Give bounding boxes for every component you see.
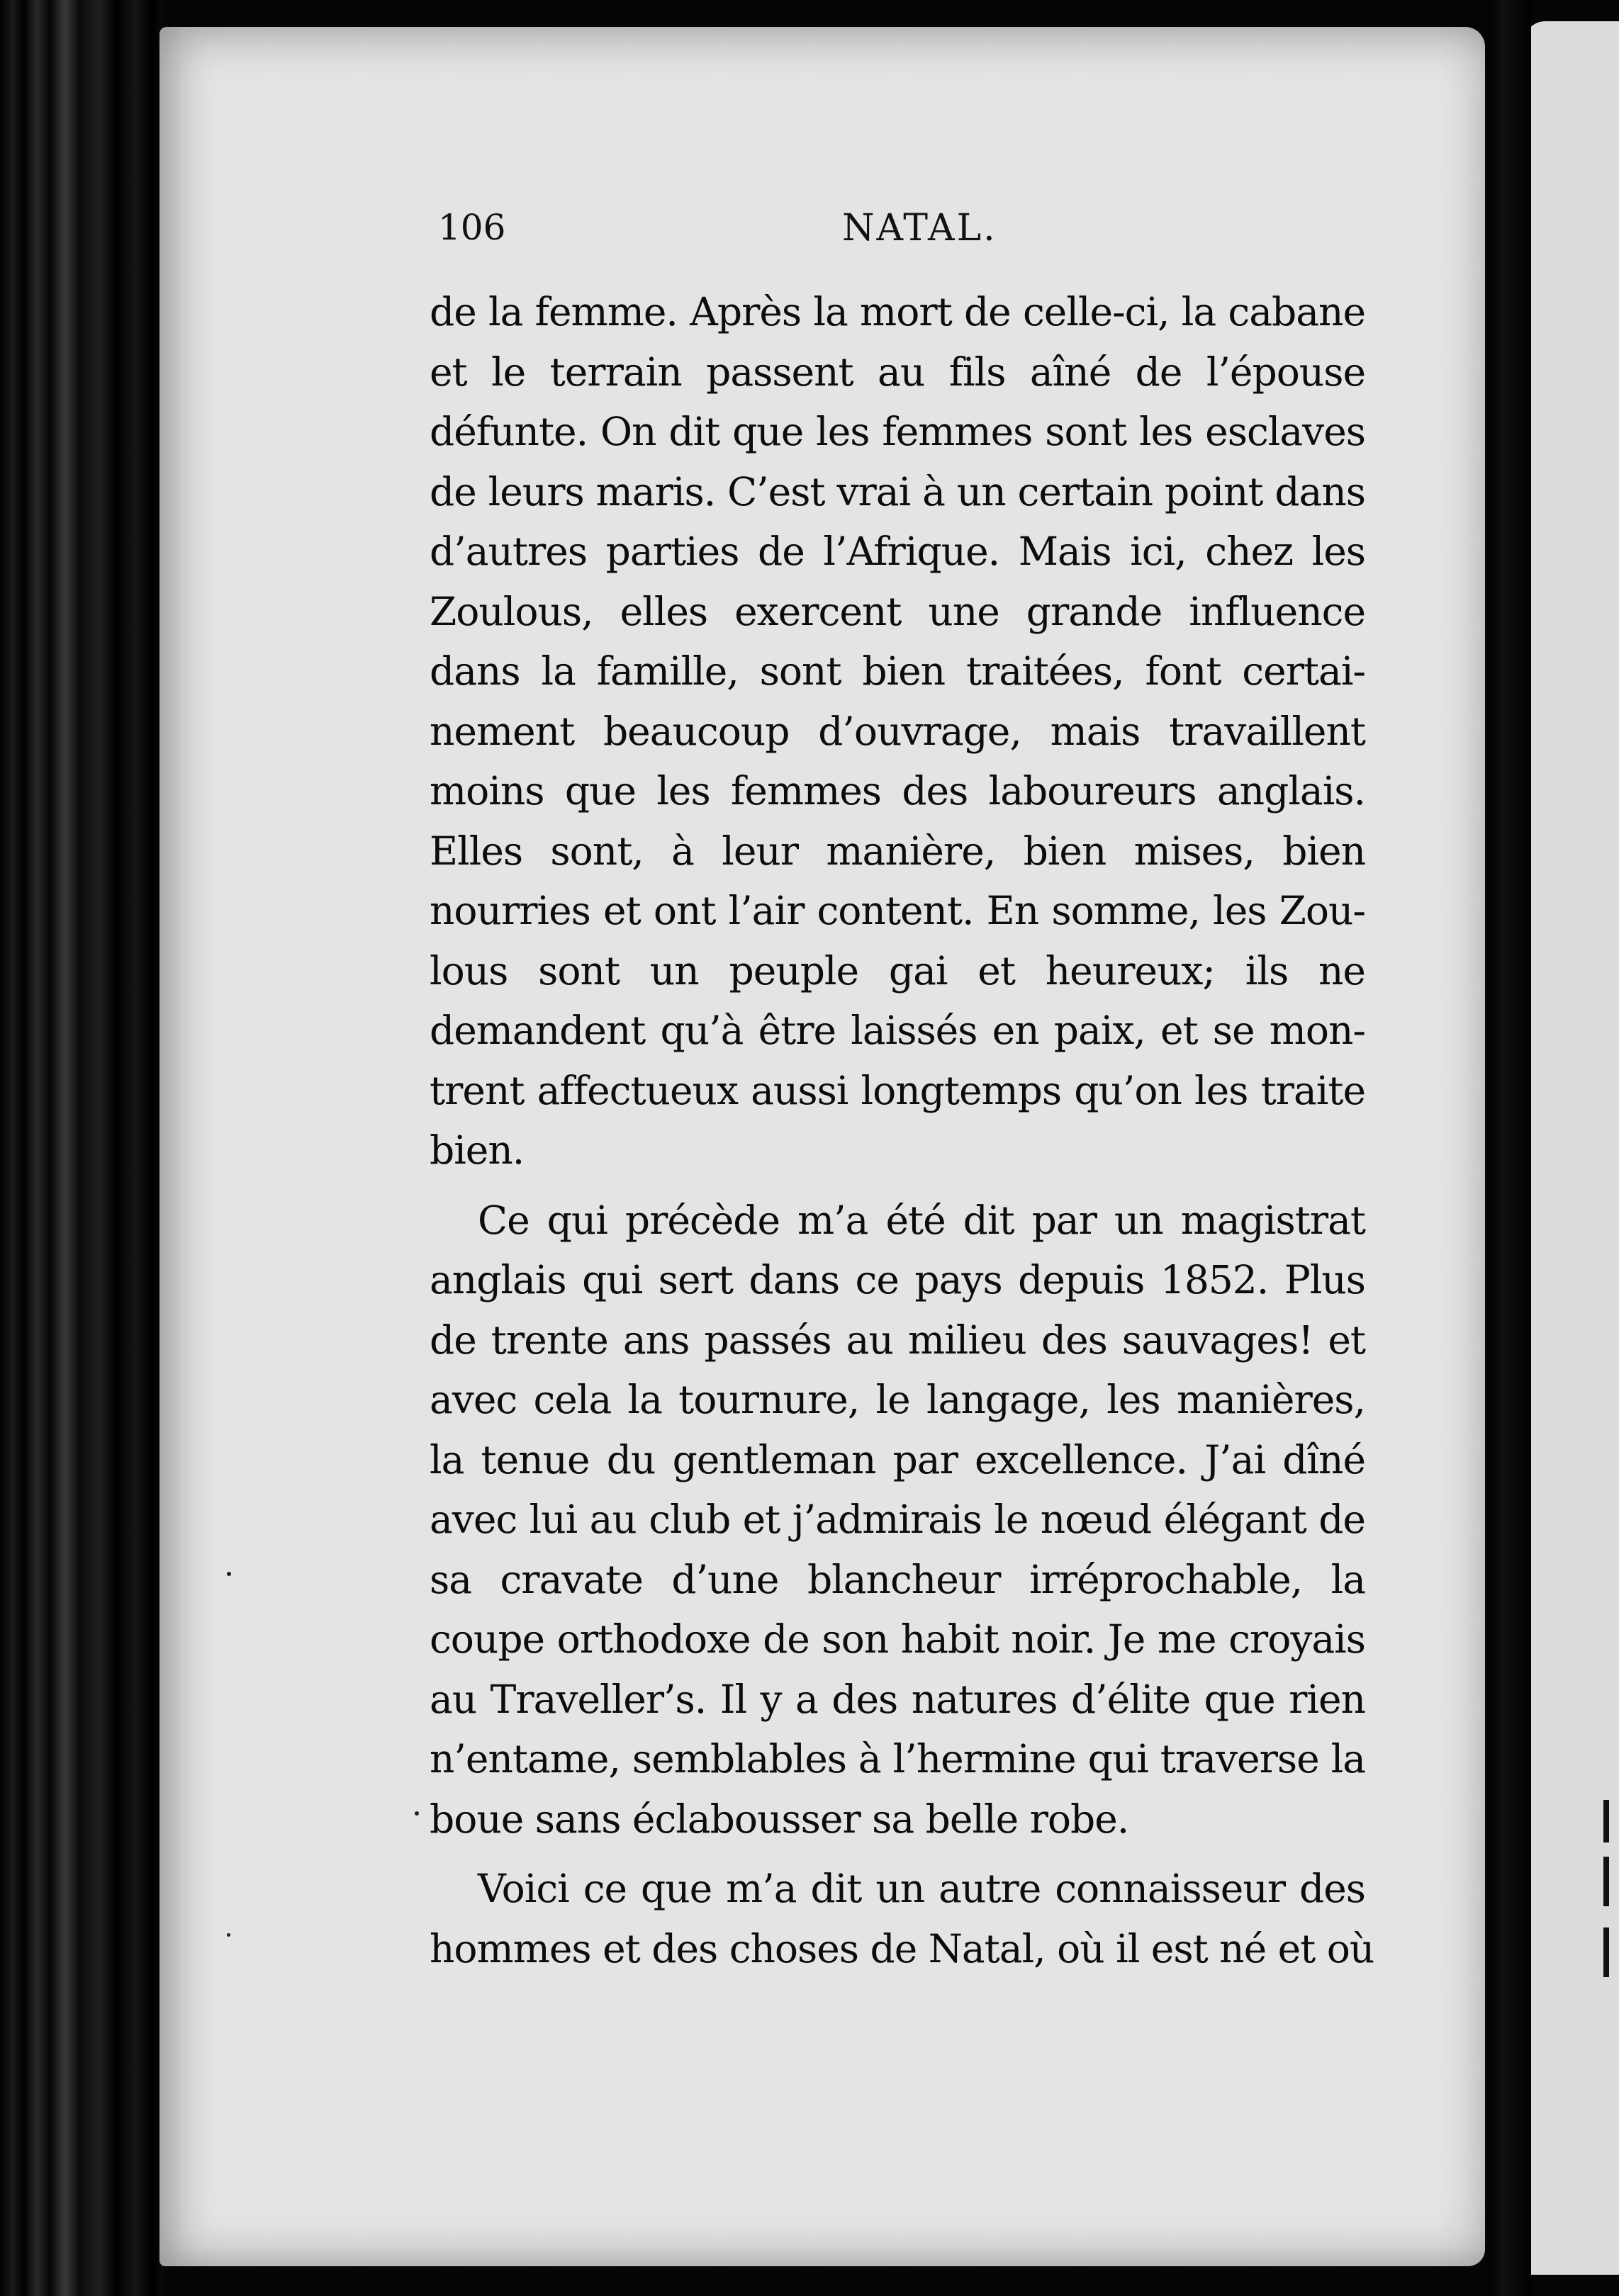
text-line: avec lui au club et j’admirais le nœud élégant de (430, 1497, 1365, 1542)
text-line: trent affectueux aussi longtemps qu’on les traite (430, 1067, 1365, 1113)
page-header (438, 207, 1360, 264)
paragraph-gap (430, 1181, 1365, 1191)
page-number: 106 (438, 207, 506, 248)
text-line: Ce qui précède m’a été dit par un magistrat (478, 1197, 1365, 1243)
text-line: Voici ce que m’a dit un autre connaisseur des (478, 1866, 1365, 1911)
text-line: hommes et des choses de Natal, où il est né et où (430, 1925, 1374, 1971)
paper-speck (227, 1933, 230, 1937)
page-gutter-shadow (1489, 0, 1531, 2296)
body-text (430, 282, 1374, 1979)
text-line: et le terrain passent au fils aîné de l’épouse (430, 349, 1365, 395)
facing-page-text-fragment (1603, 1928, 1609, 1977)
text-line: défunte. On dit que les femmes sont les esclaves (430, 409, 1365, 454)
text-line: coupe orthodoxe de son habit noir. Je me croyais (430, 1616, 1365, 1662)
text-line: de trente ans passés au milieu des sauvages! et (430, 1317, 1365, 1363)
text-line: de la femme. Après la mort de celle-ci, la cabane (430, 289, 1365, 334)
book-binding-edge (0, 0, 163, 2296)
running-head: NATAL. (842, 207, 997, 249)
paragraph-gap (430, 1849, 1365, 1859)
text-line: de leurs maris. C’est vrai à un certain point dans (430, 468, 1365, 514)
paper-speck (415, 1811, 419, 1816)
text-line: bien. (430, 1127, 525, 1173)
text-line: Elles sont, à leur manière, bien mises, bien (430, 828, 1365, 874)
text-line: sa cravate d’une blancheur irréprochable, la (430, 1556, 1365, 1602)
paragraph-2 (430, 1191, 1365, 1850)
text-line: dans la famille, sont bien traitées, font certai- (430, 648, 1365, 694)
text-line: nement beaucoup d’ouvrage, mais travaillent (430, 708, 1365, 754)
text-line: lous sont un peuple gai et heureux; ils ne (430, 947, 1365, 994)
text-line: demandent qu’à être laissés en paix, et se mon- (430, 1008, 1365, 1053)
text-line: anglais qui sert dans ce pays depuis 1852. Plus (430, 1257, 1365, 1302)
text-line: au Traveller’s. Il y a des natures d’élite que rien (430, 1676, 1365, 1722)
text-line: nourries et ont l’air content. En somme, les Zou- (430, 888, 1365, 933)
facing-page-text-fragment (1603, 1800, 1609, 1842)
text-line: n’entame, semblables à l’hermine qui traverse la (430, 1736, 1365, 1782)
text-line: la tenue du gentleman par excellence. J’ai dîné (430, 1436, 1365, 1482)
text-line: Zoulous, elles exercent une grande influence (430, 588, 1365, 634)
paragraph-1 (430, 282, 1365, 1181)
paper-speck (227, 1572, 231, 1576)
text-line: d’autres parties de l’Afrique. Mais ici, chez les (430, 529, 1365, 574)
text-line: moins que les femmes des laboureurs anglais. (430, 768, 1365, 814)
text-line: avec cela la tournure, le langage, les manières, (430, 1377, 1365, 1422)
text-line: boue sans éclabousser sa belle robe. (430, 1796, 1129, 1842)
paragraph-3 (430, 1859, 1374, 1979)
facing-page-text-fragment (1603, 1857, 1609, 1906)
